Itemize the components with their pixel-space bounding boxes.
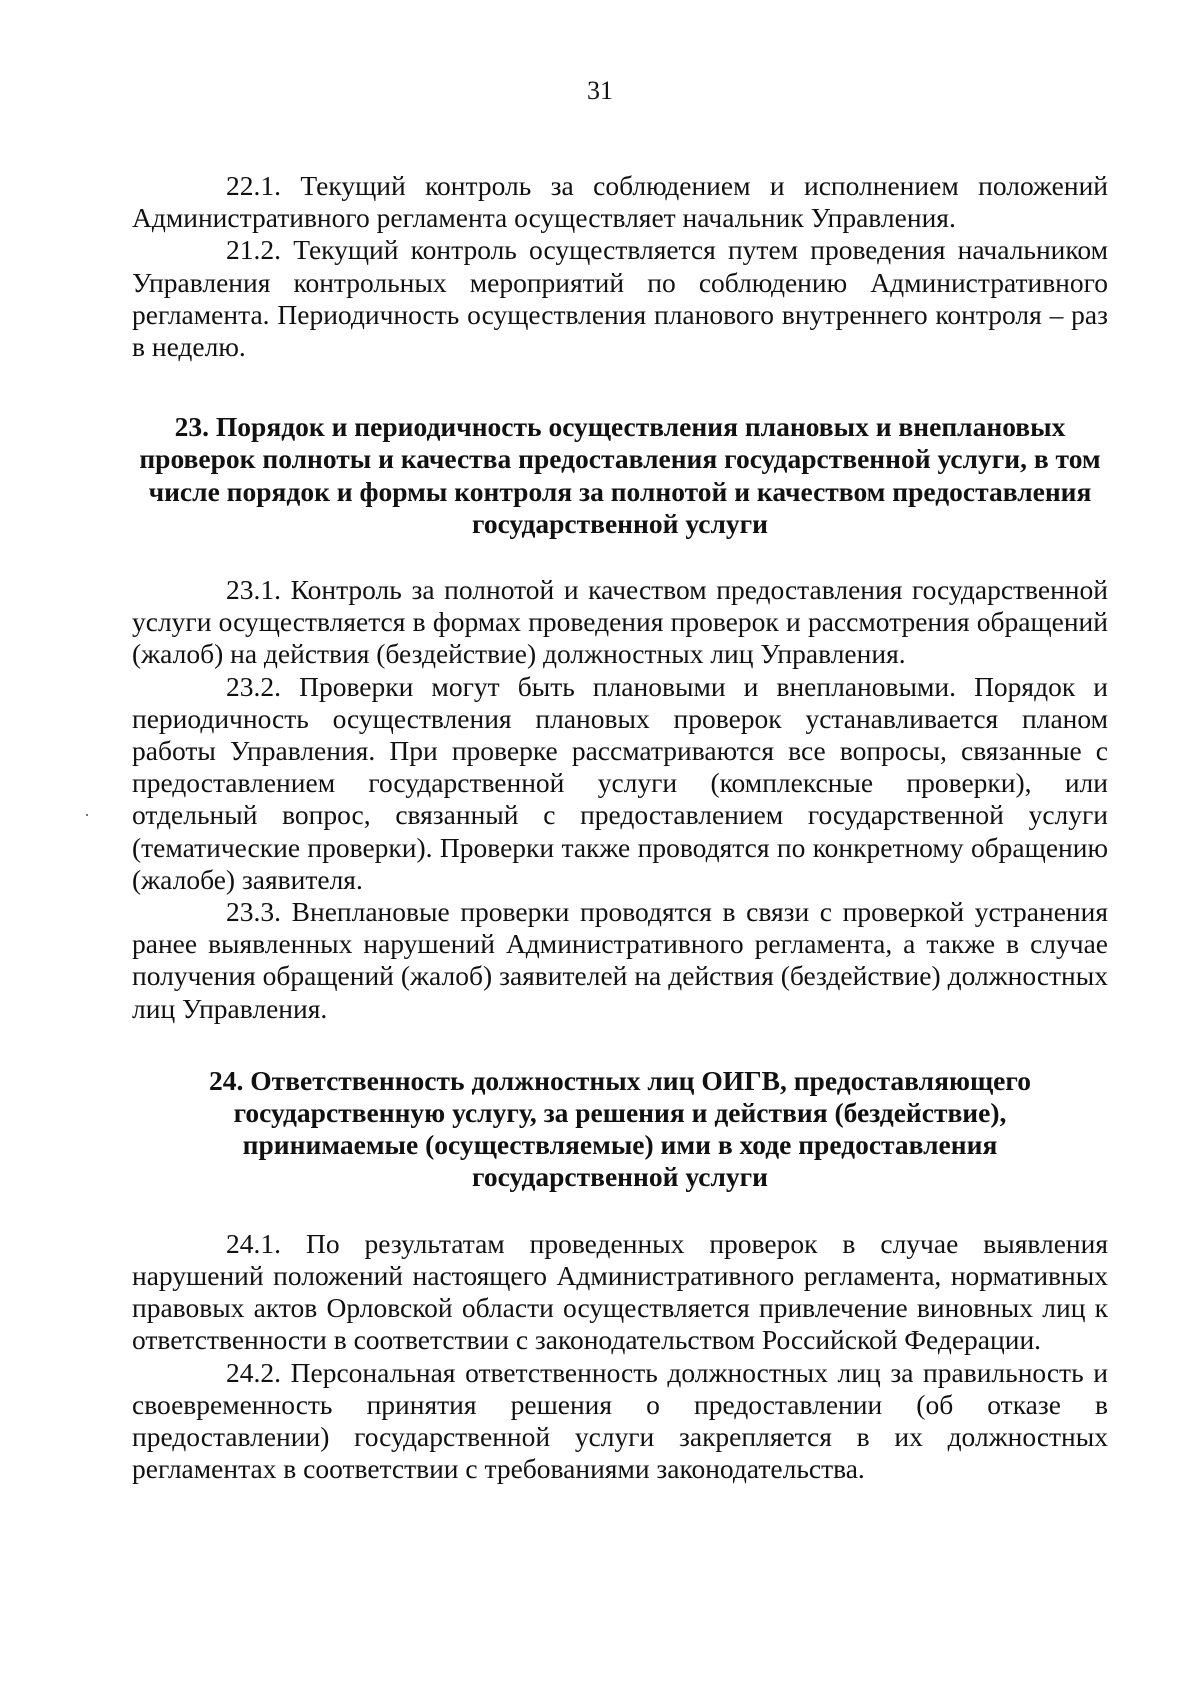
section-24-heading: 24. Ответственность должностных лиц ОИГВ, предоставляющего государственную услугу, за решения и действия (бездействие), принимаемые (осуществляемые) ими в ходе предоставления государственной услуги — [209, 1064, 1031, 1193]
paragraph-21-2: 21.2. Текущий контроль осуществляется путем проведения начальником Управления контрольных мероприятий по соблюдению Административного регламента. Периодичность осуществления планового внутреннего контроля – раз в неделю. — [132, 234, 1108, 363]
page-number: 31 — [587, 76, 613, 105]
paragraph-22-1: 22.1. Текущий контроль за соблюдением и исполнением положений Административного регламента осуществляет начальник Управления. — [132, 170, 1108, 234]
document-body — [132, 170, 1108, 1485]
paragraph-24-2: 24.2. Персональная ответственность должностных лиц за правильность и своевременность принятия решения о предоставлении (об отказе в предоставлении) государственной услуги закрепляется в их должностных регламентах в соответствии с требованиями законодательства. — [132, 1356, 1108, 1485]
paragraph-23-2: 23.2. Проверки могут быть плановыми и внеплановыми. Порядок и периодичность осуществления плановых проверок устанавливается планом работы Управления. При проверке рассматриваются все вопросы, связанные с предоставлением государственной услуги (комплексные проверки), или отдельный вопрос, связанный с предоставлением государственной услуги (тематические проверки). Проверки также проводятся по конкретному обращению (жалобе) заявителя. — [132, 670, 1108, 895]
paragraph-23-1: 23.1. Контроль за полнотой и качеством предоставления государственной услуги осуществляется в формах проведения проверок и рассмотрения обращений (жалоб) на действия (бездействие) должностных лиц Управления. — [132, 574, 1108, 670]
section-23-heading: 23. Порядок и периодичность осуществления плановых и внеплановых проверок полноты и качества предоставления государственной услуги, в том числе порядок и формы контроля за полнотой и качеством предоставления государственной услуги — [139, 411, 1101, 539]
paragraph-24-1: 24.1. По результатам проведенных проверок в случае выявления нарушений положений настоящего Административного регламента, нормативных правовых актов Орловской области осуществляется привлечение виновных лиц к ответственности в соответствии с законодательством Российской Федерации. — [132, 1227, 1108, 1356]
scan-speck — [86, 814, 88, 816]
paragraph-23-3: 23.3. Внеплановые проверки проводятся в связи с проверкой устранения ранее выявленных нарушений Административного регламента, а также в случае получения обращений (жалоб) заявителей на действия (бездействие) должностных лиц Управления. — [132, 896, 1108, 1024]
